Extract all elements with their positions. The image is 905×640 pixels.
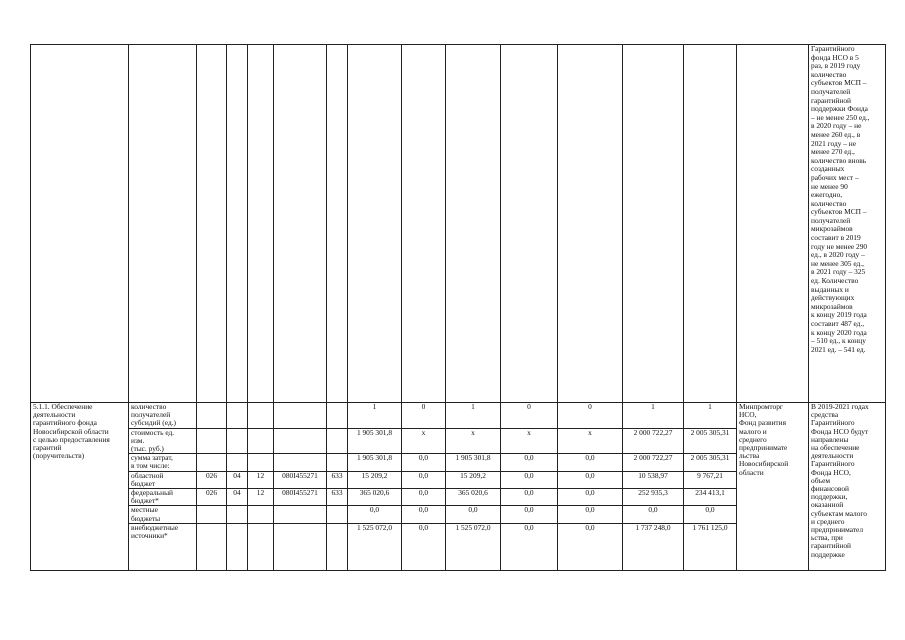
vr-cell: 633 — [327, 471, 348, 488]
value-cell: 0,0 — [501, 489, 558, 506]
value-cell: 1 905 301,8 — [446, 454, 501, 471]
row-label: областной бюджет — [129, 471, 197, 488]
value-cell: 0,0 — [446, 506, 501, 523]
value-cell: 1 905 301,8 — [348, 428, 402, 454]
value-cell: 0,0 — [402, 523, 446, 570]
value-cell: 0,0 — [558, 489, 623, 506]
value-cell: 0,0 — [402, 489, 446, 506]
value-cell: 0,0 — [501, 454, 558, 471]
table-row — [31, 403, 886, 429]
grbs-cell: 026 — [197, 489, 227, 506]
document-page — [30, 44, 885, 594]
value-cell: 15 209,2 — [348, 471, 402, 488]
value-cell: 1 737 248,0 — [623, 523, 684, 570]
value-cell: 2 005 305,31 — [684, 428, 737, 454]
value-cell: 0,0 — [501, 523, 558, 570]
value-cell: 0,0 — [402, 454, 446, 471]
value-cell: 0,0 — [501, 471, 558, 488]
vr-cell: 633 — [327, 489, 348, 506]
value-cell: 0 — [558, 403, 623, 429]
pr-cell: 12 — [248, 489, 274, 506]
value-cell: х — [558, 428, 623, 454]
value-cell: 1 525 072,0 — [446, 523, 501, 570]
result-continuation-cell: Гарантийного фонда НСО в 5 раз, в 2019 году количество субъектов МСП – получателей гарантийной поддержки Фонда – не менее 250 ед., в 2020 году – не менее 260 ед., в 2021 году – не менее 270 ед., количество вновь созданных рабочих мест – не менее 90 ежегодно, количество субъектов МСП – получателей микрозаймов составит в 2019 году не менее 290 ед., в 2020 году – не менее 305 ед., в 2021 году – 325 ед. Количество выданных и действующих микрозаймов к концу 2019 года составит 487 ед., к концу 2020 года – 510 ед., к концу 2021 ед. – 541 ед. — [809, 45, 886, 403]
value-cell: 1 525 072,0 — [348, 523, 402, 570]
value-cell: 1 905 301,8 — [348, 454, 402, 471]
value-cell: 0,0 — [558, 454, 623, 471]
executors-cell: Минпромторг НСО, Фонд развития малого и среднего предпринимате льства Новосибирской области — [737, 403, 809, 571]
value-cell: 1 761 125,0 — [684, 523, 737, 570]
value-cell: 0,0 — [501, 506, 558, 523]
row-label: сумма затрат, в том числе: — [129, 454, 197, 471]
csr-cell: 080I455271 — [274, 471, 327, 488]
value-cell: 0,0 — [348, 506, 402, 523]
value-cell: 1 — [446, 403, 501, 429]
value-cell: 2 000 722,27 — [623, 428, 684, 454]
row-label: количество получателей субсидий (ед.) — [129, 403, 197, 429]
value-cell: 0,0 — [684, 506, 737, 523]
value-cell: 9 767,21 — [684, 471, 737, 488]
value-cell: 365 020,6 — [348, 489, 402, 506]
row-label: внебюджетные источники* — [129, 523, 197, 570]
value-cell: 1 — [348, 403, 402, 429]
value-cell: 365 020,6 — [446, 489, 501, 506]
value-cell: х — [402, 428, 446, 454]
value-cell: 10 538,97 — [623, 471, 684, 488]
value-cell: х — [446, 428, 501, 454]
rz-cell: 04 — [227, 489, 248, 506]
row-label: федеральный бюджет* — [129, 489, 197, 506]
row-label: стоимость ед. изм. (тыс. руб.) — [129, 428, 197, 454]
activity-name-cell: 5.1.1. Обеспечение деятельности гарантийного фонда Новосибирской области с целью предоставления гарантий (поручительств) — [31, 403, 129, 571]
value-cell: 0,0 — [402, 506, 446, 523]
value-cell: 0,0 — [558, 471, 623, 488]
value-cell: х — [501, 428, 558, 454]
pr-cell: 12 — [248, 471, 274, 488]
value-cell: 0,0 — [402, 471, 446, 488]
value-cell: 2 005 305,31 — [684, 454, 737, 471]
value-cell: 15 209,2 — [446, 471, 501, 488]
continuation-row — [31, 45, 886, 403]
result-cell: В 2019-2021 годах средства Гарантийного Фонда НСО будут направлены на обеспечение деятельности Гарантийного Фонда НСО, объем финансовой поддержки, оказанной субъектам малого и среднего предпринимател ьства, при гарантийной поддержке — [809, 403, 886, 571]
rz-cell: 04 — [227, 471, 248, 488]
value-cell: 0,0 — [558, 523, 623, 570]
value-cell: 0 — [501, 403, 558, 429]
value-cell: 0,0 — [623, 506, 684, 523]
grbs-cell: 026 — [197, 471, 227, 488]
program-table — [30, 44, 886, 571]
value-cell: 0,0 — [558, 506, 623, 523]
value-cell: 0 — [402, 403, 446, 429]
value-cell: 234 413,1 — [684, 489, 737, 506]
value-cell: 1 — [623, 403, 684, 429]
value-cell: 252 935,3 — [623, 489, 684, 506]
row-label: местные бюджеты — [129, 506, 197, 523]
value-cell: 1 — [684, 403, 737, 429]
value-cell: 2 000 722,27 — [623, 454, 684, 471]
csr-cell: 080I455271 — [274, 489, 327, 506]
